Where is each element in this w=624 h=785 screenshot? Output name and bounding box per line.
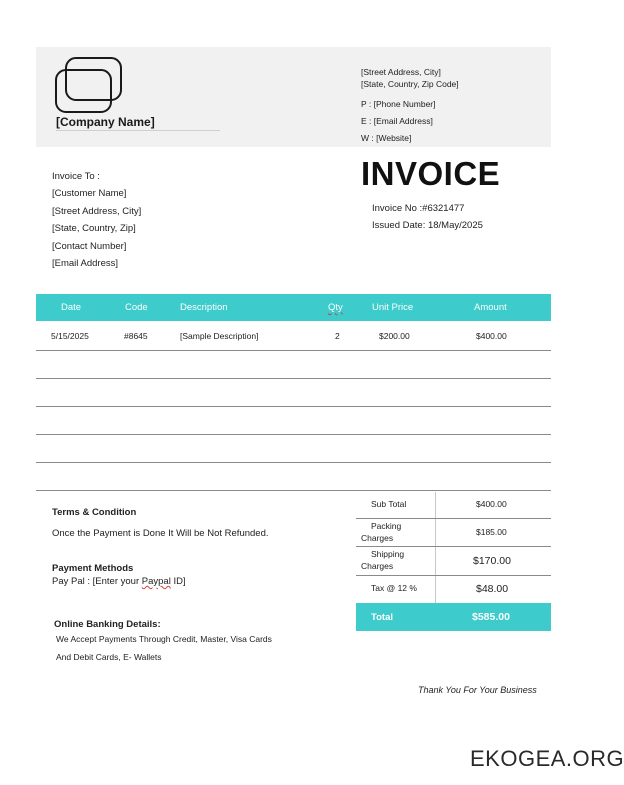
bill-to-label: Invoice To : [52, 171, 100, 182]
terms-text: Once the Payment is Done It Will be Not Refunded. [52, 528, 269, 539]
invoice-issued-date: Issued Date: 18/May/2025 [372, 220, 483, 231]
subtotal-label: Sub Total [371, 499, 407, 509]
table-row-line [36, 462, 551, 463]
bill-to-block [52, 168, 141, 272]
row-date: 5/15/2025 [51, 331, 89, 341]
total-label: Total [371, 612, 393, 623]
row-qty: 2 [335, 331, 340, 341]
packing-value: $185.00 [476, 527, 507, 537]
company-logo-icon [54, 56, 126, 118]
table-row-line [36, 406, 551, 407]
bill-to-contact: [Contact Number] [52, 240, 127, 252]
col-header-qty: Qty [328, 302, 343, 313]
brand-watermark: EKOGEA.ORG [470, 746, 624, 771]
col-header-unit-price: Unit Price [372, 302, 414, 313]
company-name-underline [56, 130, 220, 131]
col-header-amount: Amount [474, 302, 507, 313]
invoice-number: Invoice No :#6321477 [372, 203, 465, 214]
subtotal-value: $400.00 [476, 499, 507, 509]
summary-line [356, 546, 551, 547]
col-header-code: Code [125, 302, 148, 313]
packing-label-1: Packing [371, 521, 402, 531]
table-row-line [36, 350, 551, 351]
summary-line [356, 575, 551, 576]
shipping-value: $170.00 [473, 555, 511, 567]
table-row-line [36, 378, 551, 379]
payment-methods-title: Payment Methods [52, 563, 134, 574]
terms-title: Terms & Condition [52, 507, 137, 518]
col-header-description: Description [180, 302, 228, 313]
banking-title: Online Banking Details: [54, 619, 161, 630]
row-amount: $400.00 [476, 331, 507, 341]
tax-value: $48.00 [476, 583, 509, 595]
company-name: [Company Name] [56, 115, 155, 129]
bill-to-street: [Street Address, City] [52, 205, 142, 217]
packing-label-2: Charges [361, 533, 394, 543]
payment-paypal: Pay Pal : [Enter your Paypal ID] [52, 576, 186, 587]
banking-line1: We Accept Payments Through Credit, Master, Visa Cards [56, 634, 272, 644]
summary-divider [435, 492, 436, 603]
total-value: $585.00 [472, 611, 510, 623]
tax-label: Tax @ 12 % [371, 583, 417, 593]
bill-to-email: [Email Address] [52, 257, 118, 269]
company-phone: P : [Phone Number] [361, 99, 436, 109]
table-row-line [36, 490, 551, 491]
items-table-header [36, 294, 551, 321]
table-row-line [36, 434, 551, 435]
summary-line [356, 518, 551, 519]
row-code: #8645 [124, 331, 148, 341]
shipping-label-1: Shipping [371, 549, 405, 559]
company-address-line1: [Street Address, City] [361, 67, 441, 77]
company-website: W : [Website] [361, 133, 412, 143]
row-unit-price: $200.00 [379, 331, 410, 341]
bill-to-state: [State, Country, Zip] [52, 223, 136, 235]
col-header-date: Date [61, 302, 82, 313]
row-description: [Sample Description] [180, 331, 259, 341]
thank-you-note: Thank You For Your Business [418, 685, 537, 695]
invoice-title: INVOICE [361, 155, 501, 192]
bill-to-customer: [Customer Name] [52, 188, 127, 200]
banking-line2: And Debit Cards, E- Wallets [56, 652, 162, 662]
shipping-label-2: Charges [361, 561, 394, 571]
company-email: E : [Email Address] [361, 116, 433, 126]
company-address-line2: [State, Country, Zip Code] [361, 79, 459, 89]
